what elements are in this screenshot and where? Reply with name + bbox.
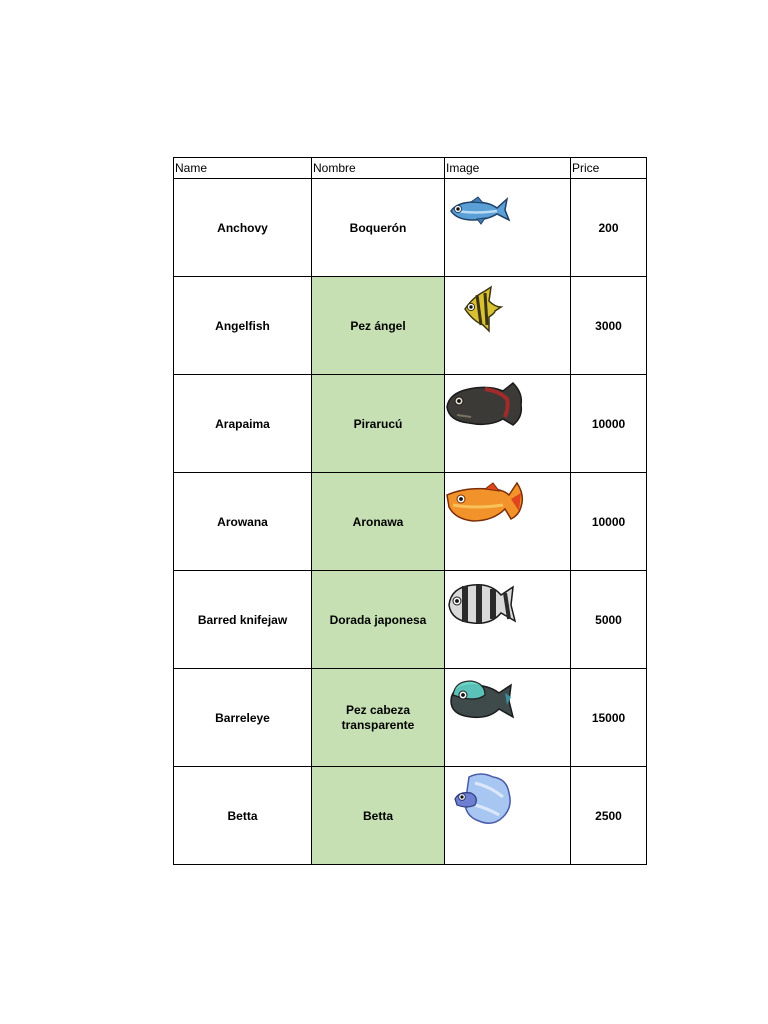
cell-price: 5000	[571, 571, 647, 669]
cell-image	[445, 473, 571, 571]
cell-price: 10000	[571, 375, 647, 473]
cell-image	[445, 375, 571, 473]
arowana-fish-icon	[445, 479, 525, 529]
cell-name: Anchovy	[174, 179, 312, 277]
table-row	[174, 277, 647, 375]
cell-price: 2500	[571, 767, 647, 865]
table-row	[174, 179, 647, 277]
barreleye-fish-icon	[445, 673, 519, 727]
fish-price-table	[173, 157, 647, 865]
cell-name: Barred knifejaw	[174, 571, 312, 669]
header-image: Image	[445, 158, 571, 179]
cell-image	[445, 669, 571, 767]
cell-name: Barreleye	[174, 669, 312, 767]
header-price: Price	[571, 158, 647, 179]
barred-knifejaw-fish-icon	[445, 575, 519, 631]
cell-nombre: Boquerón	[312, 179, 445, 277]
cell-price: 10000	[571, 473, 647, 571]
cell-price: 200	[571, 179, 647, 277]
table-row	[174, 669, 647, 767]
cell-image	[445, 277, 571, 375]
header-name: Name	[174, 158, 312, 179]
cell-price: 15000	[571, 669, 647, 767]
table-row	[174, 571, 647, 669]
header-nombre: Nombre	[312, 158, 445, 179]
cell-name: Betta	[174, 767, 312, 865]
angelfish-icon	[445, 281, 511, 337]
anchovy-fish-icon	[445, 189, 511, 229]
cell-nombre: Dorada japonesa	[312, 571, 445, 669]
cell-image	[445, 179, 571, 277]
cell-price: 3000	[571, 277, 647, 375]
cell-name: Arowana	[174, 473, 312, 571]
cell-image	[445, 767, 571, 865]
cell-nombre: Aronawa	[312, 473, 445, 571]
table-header-row	[174, 158, 647, 179]
table-row	[174, 473, 647, 571]
cell-name: Arapaima	[174, 375, 312, 473]
arapaima-fish-icon	[445, 377, 525, 433]
cell-nombre: Pirarucú	[312, 375, 445, 473]
cell-nombre	[312, 669, 445, 767]
cell-name: Angelfish	[174, 277, 312, 375]
betta-fish-icon	[445, 769, 515, 829]
table-row	[174, 767, 647, 865]
cell-image	[445, 571, 571, 669]
cell-nombre-text: Pez cabeza transparente	[341, 702, 415, 732]
cell-nombre: Betta	[312, 767, 445, 865]
cell-nombre: Pez ángel	[312, 277, 445, 375]
table-row	[174, 375, 647, 473]
